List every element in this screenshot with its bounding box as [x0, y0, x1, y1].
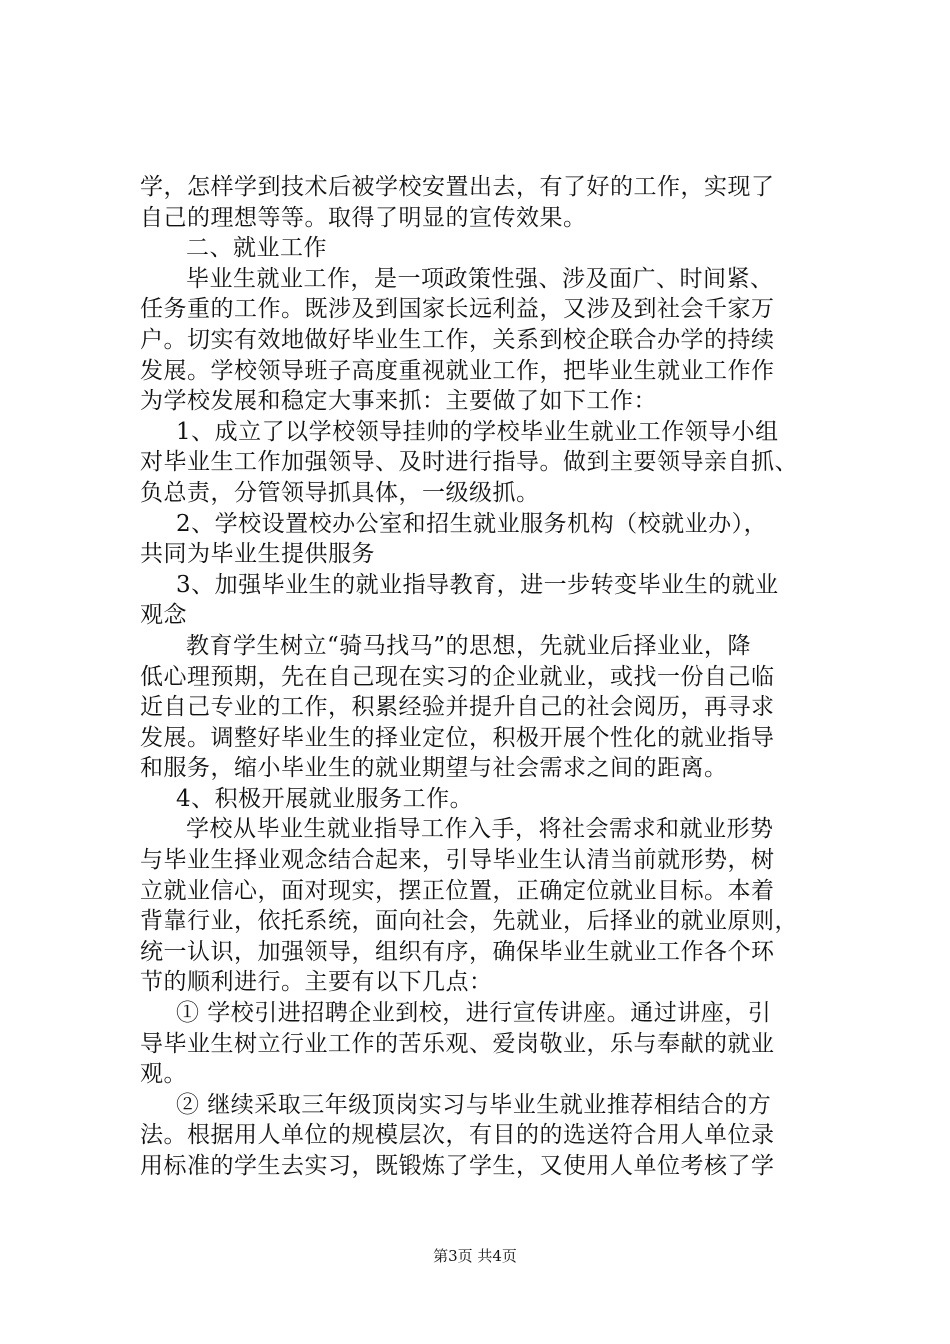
text-line: 与毕业生择业观念结合起来，引导毕业生认清当前就形势，树: [140, 847, 775, 874]
list-item-2: 2、学校设置校办公室和招生就业服务机构（校就业办），: [176, 510, 768, 537]
text-line: 发展。学校领导班子高度重视就业工作，把毕业生就业工作作: [140, 357, 775, 384]
text-line: 观。: [140, 1061, 187, 1088]
page-number: 第3页 共4页: [433, 1247, 517, 1265]
text-line: 任务重的工作。既涉及到国家长远利益，又涉及到社会千家万: [140, 296, 775, 323]
sub-item-2: ② 继续采取三年级顶岗实习与毕业生就业推荐相结合的方: [176, 1091, 772, 1118]
list-item-3: 3、加强毕业生的就业指导教育，进一步转变毕业生的就业: [176, 571, 779, 598]
text-line: 共同为毕业生提供服务: [140, 541, 375, 568]
text-line: 近自己专业的工作，积累经验并提升自己的社会阅历，再寻求: [140, 694, 775, 721]
text-line: 户。切实有效地做好毕业生工作，关系到校企联合办学的持续: [140, 326, 775, 353]
text-line: 发展。调整好毕业生的择业定位，积极开展个性化的就业指导: [140, 724, 775, 751]
page-footer: [0, 1246, 950, 1266]
section-heading: 二、就业工作: [186, 235, 327, 262]
text-line: 为学校发展和稳定大事来抓：主要做了如下工作：: [140, 388, 657, 415]
text-line: 法。根据用人单位的规模层次，有目的的选送符合用人单位录: [140, 1122, 775, 1149]
document-body: [140, 172, 840, 1182]
text-line: 统一认识，加强领导，组织有序，确保毕业生就业工作各个环: [140, 938, 775, 965]
text-line: 对毕业生工作加强领导、及时进行指导。做到主要领导亲自抓、: [140, 449, 798, 476]
text-line: 毕业生就业工作，是一项政策性强、涉及面广、时间紧、: [186, 265, 774, 292]
text-line: 和服务，缩小毕业生的就业期望与社会需求之间的距离。: [140, 755, 728, 782]
list-item-4: 4、积极开展就业服务工作。: [176, 785, 474, 812]
text-line: 立就业信心，面对现实，摆正位置，正确定位就业目标。本着: [140, 877, 775, 904]
list-item-1: 1、成立了以学校领导挂帅的学校毕业生就业工作领导小组: [176, 418, 779, 445]
text-line: 导毕业生树立行业工作的苦乐观、爱岗敬业，乐与奉献的就业: [140, 1030, 775, 1057]
text-line: 自己的理想等等。取得了明显的宣传效果。: [140, 204, 587, 231]
text-line: 教育学生树立“骑马找马”的思想，先就业后择业业，降: [186, 632, 752, 659]
text-line: 观念: [140, 602, 187, 629]
text-line: 背靠行业，依托系统，面向社会，先就业，后择业的就业原则，: [140, 908, 798, 935]
text-line: 负总责，分管领导抓具体，一级级抓。: [140, 479, 540, 506]
text-line: 用标准的学生去实习，既锻炼了学生，又使用人单位考核了学: [140, 1153, 775, 1179]
text-line: 节的顺利进行。主要有以下几点：: [140, 969, 493, 996]
sub-item-1: ① 学校引进招聘企业到校，进行宣传讲座。通过讲座，引: [176, 1000, 772, 1027]
text-line: 学，怎样学到技术后被学校安置出去，有了好的工作，实现了: [140, 174, 775, 200]
text-line: 低心理预期，先在自己现在实习的企业就业，或找一份自己临: [140, 663, 775, 690]
text-line: 学校从毕业生就业指导工作入手，将社会需求和就业形势: [186, 816, 774, 843]
